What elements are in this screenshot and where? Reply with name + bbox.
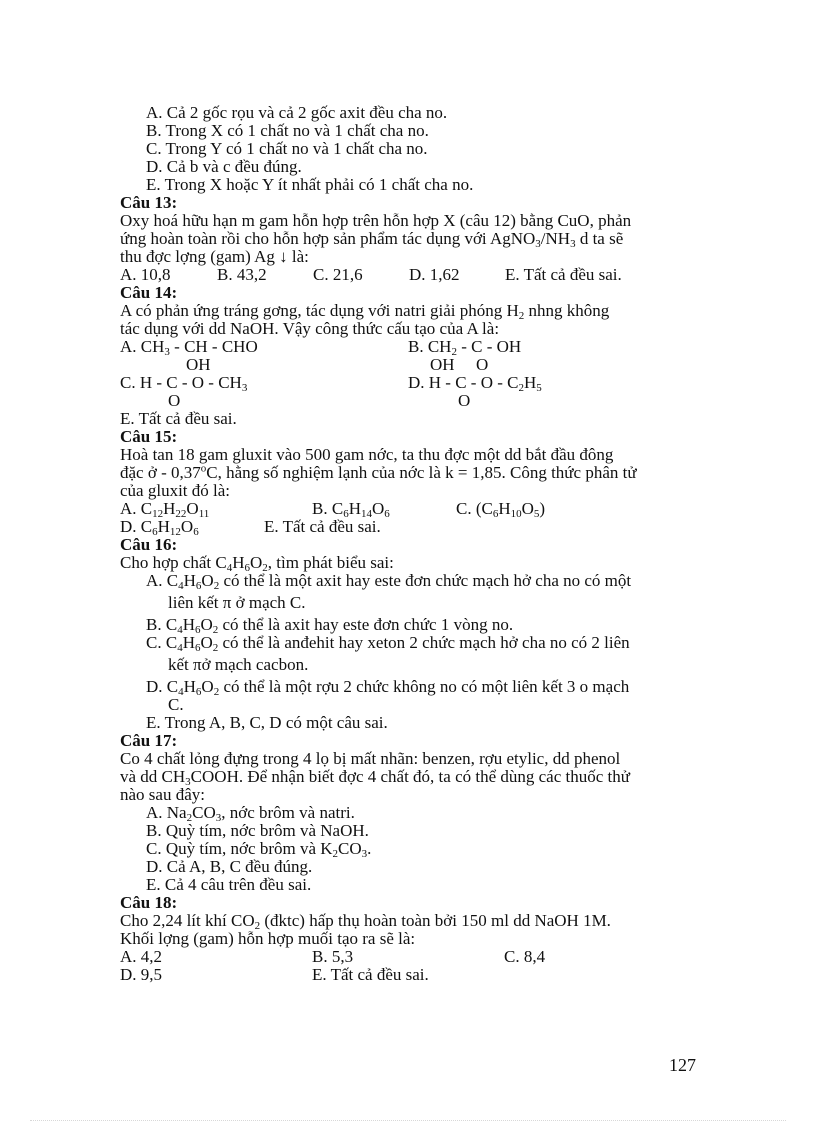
q17-text-2: và dd $CH_3COOH$. Để nhận biết đợc 4 chất đó, ta có thể dùng các thuốc thử — [120, 767, 630, 788]
q17-option-c: C. Quỳ tím, nớc brôm và $K_2CO_3$. — [146, 839, 372, 860]
q16-intro: Cho hợp chất $C_4H_6O_2$, tìm phát biểu sai: — [120, 553, 394, 574]
q14-option-c-o: O — [168, 391, 181, 410]
q18-text-1: Cho 2,24 lít khí $CO_2$ (đktc) hấp thụ hoàn toàn bởi 150 ml dd NaOH 1M. — [120, 911, 611, 932]
q18-options-abc — [120, 948, 700, 966]
q13-text-2: ứng hoàn toàn rồi cho hỗn hợp sản phẩm tác dụng với $AgNO_3/NH_3$ d ta sẽ — [120, 229, 624, 250]
q14-title: Câu 14: — [120, 283, 178, 302]
q15-option-c: C. $(C_6H_{10}O_5)$ — [456, 499, 546, 520]
q18-option-b: B. 5,3 — [312, 947, 354, 966]
q17-text-3: nào sau đây: — [120, 785, 205, 804]
pi-symbol: π — [193, 655, 202, 674]
q14-options-cd — [120, 374, 700, 392]
q17-option-e: E. Cả 4 câu trên đều sai. — [146, 875, 312, 894]
page-bottom-divider — [30, 1120, 786, 1121]
q14-text-1: A có phản ứng tráng gơng, tác dụng với natri giải phóng $H_2$ nhng không — [120, 301, 610, 322]
q14-option-e: E. Tất cả đều sai. — [120, 409, 237, 428]
down-arrow-icon: ↓ — [279, 247, 288, 266]
q16-option-d-cont: C. — [168, 695, 184, 714]
q14-option-b-o: O — [476, 355, 489, 374]
q14-option-d-o: O — [458, 391, 471, 410]
q15-options-de — [120, 518, 700, 536]
q18-option-c: C. 8,4 — [504, 947, 546, 966]
q17-option-b: B. Quỳ tím, nớc brôm và NaOH. — [146, 821, 369, 840]
q13-option-e: E. Tất cả đều sai. — [505, 265, 622, 284]
q15-option-b: B. $C_6H_{14}O_6$ — [312, 499, 390, 520]
q15-text-1: Hoà tan 18 gam gluxit vào 500 gam nớc, ta thu đợc một dd bắt đầu đông — [120, 445, 614, 464]
q15-title: Câu 15: — [120, 427, 178, 446]
q18-option-d: D. 9,5 — [120, 965, 163, 984]
q14-option-d: D. H - C - O - $C_2H_5$ — [408, 373, 542, 394]
pi-symbol: π — [222, 593, 232, 612]
q15-option-d: D. $C_6H_{12}O_6$ — [120, 517, 199, 538]
q12-option-a: A. Cả 2 gốc rọu và cả 2 gốc axit đều cha no. — [146, 103, 448, 122]
q13-option-b: B. 43,2 — [217, 265, 267, 284]
q16-option-a: A. $C_4H_6O_2$ có thể là một axit hay este đơn chức mạch hở cha no có một — [146, 571, 632, 592]
q15-option-a: A. $C_{12}H_{22}O_{11}$ — [120, 499, 210, 520]
q13-text-3: thu đợc lợng (gam) Ag ↓ là: — [120, 247, 309, 266]
q12-option-c: C. Trong Y có 1 chất no và 1 chất cha no. — [146, 139, 428, 158]
q15-text-3: của gluxit đó là: — [120, 481, 231, 500]
q13-text-1: Oxy hoá hữu hạn m gam hỗn hợp trên hỗn hợp X (câu 12) bằng CuO, phản — [120, 211, 632, 230]
q15-options-abc — [120, 500, 700, 518]
q13-option-a: A. 10,8 — [120, 265, 171, 284]
document-page — [120, 104, 700, 984]
q15-option-e: E. Tất cả đều sai. — [264, 517, 381, 536]
q16-option-e: E. Trong A, B, C, D có một câu sai. — [146, 713, 388, 732]
q13-option-c: C. 21,6 — [313, 265, 363, 284]
q14-option-b: B. $CH_2$ - C - OH — [408, 337, 522, 358]
q17-title: Câu 17: — [120, 731, 178, 750]
q16-option-c-cont: kết πở mạch cacbon. — [168, 655, 309, 674]
q17-option-a: A. $Na_2CO_3$, nớc brôm và natri. — [146, 803, 355, 824]
q17-option-d: D. Cả A, B, C đều đúng. — [146, 857, 313, 876]
q14-options-ab-substituents — [120, 356, 700, 374]
q14-option-a-oh: OH — [186, 355, 211, 374]
q14-option-b-oh: OH — [430, 355, 455, 374]
q12-option-e: E. Trong X hoặc Y ít nhất phải có 1 chất cha no. — [146, 175, 474, 194]
q12-option-d: D. Cả b và c đều đúng. — [146, 157, 302, 176]
q14-options-cd-substituents — [120, 392, 700, 410]
q12-option-b: B. Trong X có 1 chất no và 1 chất cha no. — [146, 121, 429, 140]
q18-title: Câu 18: — [120, 893, 178, 912]
q13-option-d: D. 1,62 — [409, 265, 460, 284]
q18-option-a: A. 4,2 — [120, 947, 163, 966]
q14-text-2: tác dụng với dd NaOH. Vậy công thức cấu tạo của A là: — [120, 319, 500, 338]
page-number: 127 — [669, 1055, 696, 1075]
q13-options — [120, 266, 700, 284]
q16-option-a-cont: liên kết π ở mạch C. — [168, 593, 306, 612]
q18-option-e: E. Tất cả đều sai. — [312, 965, 429, 984]
q16-title: Câu 16: — [120, 535, 178, 554]
q18-text-2: Khối lợng (gam) hỗn hợp muối tạo ra sẽ là: — [120, 929, 416, 948]
q16-option-b: B. $C_4H_6O_2$ có thể là axit hay este đơn chức 1 vòng no. — [146, 615, 514, 636]
q16-option-c: C. $C_4H_6O_2$ có thể là anđehit hay xeton 2 chức mạch hở cha no có 2 liên — [146, 633, 630, 654]
q18-options-de — [120, 966, 700, 984]
q14-option-a: A. $CH_3$ - CH - CHO — [120, 337, 258, 358]
q17-text-1: Co 4 chất lỏng đựng trong 4 lọ bị mất nhãn: benzen, rợu etylic, dd phenol — [120, 749, 621, 768]
q15-text-2: đặc ở - 0,37$^o$C, hằng số nghiệm lạnh của nớc là k = 1,85. Công thức phân tử — [120, 462, 637, 482]
q14-option-c: C. H - C - O - $CH_3$ — [120, 373, 248, 394]
q13-title: Câu 13: — [120, 193, 178, 212]
q16-option-d: D. $C_4H_6O_2$ có thể là một rợu 2 chức không no có một liên kết 3 o mạch — [146, 677, 630, 698]
q14-options-ab — [120, 338, 700, 356]
